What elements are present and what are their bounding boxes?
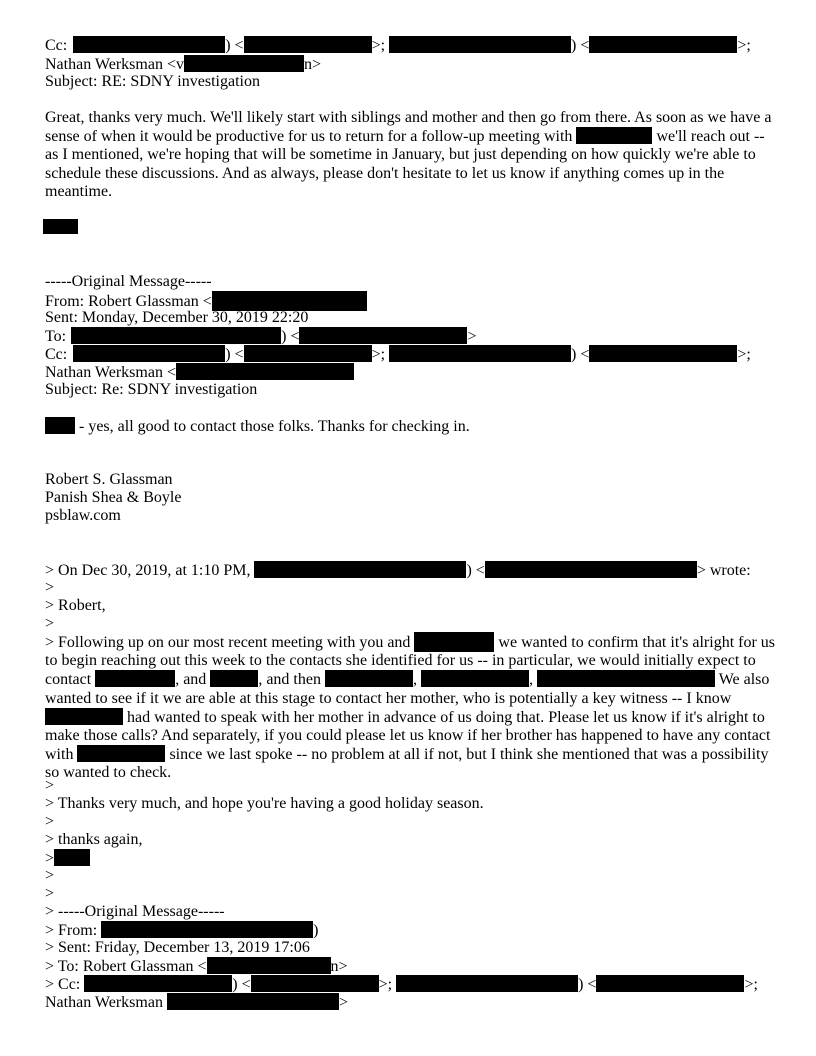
- redaction: [596, 975, 744, 992]
- reply-line: - yes, all good to contact those folks. Thanks for checking in.: [45, 417, 470, 436]
- redaction: [101, 921, 313, 938]
- quote-marker: >: [45, 885, 55, 902]
- subject-line-top: Subject: RE: SDNY investigation: [45, 73, 260, 90]
- redaction: [176, 363, 354, 380]
- cc-line: Cc: ) < >; ) < >;: [45, 346, 751, 363]
- to-line: To: ) < >: [45, 328, 477, 345]
- redaction: [84, 975, 232, 992]
- original-message-divider: -----Original Message-----: [45, 273, 212, 290]
- redaction: [167, 993, 339, 1010]
- redaction: [54, 849, 90, 866]
- subject-line: Subject: Re: SDNY investigation: [45, 381, 258, 398]
- quoted-thanks: > Thanks very much, and hope you're having a good holiday season.: [45, 795, 484, 812]
- redaction: [73, 345, 225, 362]
- cc-line-top: Cc: ) < >; ) < >;: [45, 37, 751, 54]
- redaction: [325, 670, 413, 687]
- sent-line: Sent: Monday, December 30, 2019 22:20: [45, 309, 309, 326]
- quote-marker: >: [45, 615, 55, 632]
- redaction: [414, 632, 494, 652]
- quote-marker: >: [45, 813, 55, 830]
- signature-site: psblaw.com: [45, 507, 121, 524]
- quoted-thanks-again: > thanks again,: [45, 831, 143, 848]
- redaction: [389, 36, 571, 53]
- redaction: [576, 127, 652, 144]
- quote-marker: >: [45, 867, 55, 884]
- signature-firm: Panish Shea & Boyle: [45, 489, 182, 506]
- to-line-2: > To: Robert Glassman < n>: [45, 958, 348, 975]
- quoted-paragraph: > Following up on our most recent meeting with you and we wanted to confirm that it's alright for us to begin reaching out this week to the contacts she identified for us -- in particular, we would initially expect to contact , and , and then , , We also wanted to see if it we are able at this stage to contact her mother, who is potentially a key witness -- I know had wanted to speak with her mother in advance of us doing that. Please let us know if it's alright to make those calls? And separately, if you could please let us know if her brother has happened to have any contact with since we last spoke -- no problem at all if not, but I think she mentioned that was a possibility so wanted to check.: [45, 634, 776, 782]
- quote-marker: >: [45, 579, 55, 596]
- quoted-greeting: > Robert,: [45, 597, 106, 614]
- from-line: From: Robert Glassman <: [45, 291, 367, 311]
- redaction: [537, 670, 715, 687]
- redaction: [589, 345, 737, 362]
- redaction: [244, 36, 372, 53]
- redaction: [589, 36, 737, 53]
- redaction: [45, 417, 75, 434]
- quoted-wrote-line: > On Dec 30, 2019, at 1:10 PM, ) < > wrote:: [45, 562, 751, 579]
- redaction: [207, 957, 331, 974]
- redaction: [299, 327, 467, 344]
- redaction: [73, 36, 225, 53]
- cc-line-2: > Cc: ) < >; ) < >;: [45, 976, 758, 993]
- redaction: [396, 975, 578, 992]
- from-line-2: > From: ): [45, 922, 319, 939]
- redaction: [210, 670, 258, 687]
- redaction: [95, 670, 175, 687]
- quote-marker: >: [45, 777, 55, 794]
- redaction: [389, 345, 571, 362]
- quoted-signoff: >: [45, 849, 90, 868]
- nathan-line-top: Nathan Werksman <v n>: [45, 56, 321, 73]
- redaction: [43, 219, 78, 234]
- redaction: [244, 345, 372, 362]
- sent-line-2: > Sent: Friday, December 13, 2019 17:06: [45, 939, 310, 956]
- redaction: [421, 670, 529, 687]
- redaction: [254, 561, 466, 578]
- body-paragraph: Great, thanks very much. We'll likely start with siblings and mother and then go from there. As soon as we have a sense of when it would be productive for us to return for a follow-up meeting with we'll reach out -- as I mentioned, we're hoping that will be sometime in January, but just depending on how quickly we're able to schedule these discussions. And as always, please don't hesitate to let us know if anything comes up in the meantime.: [45, 109, 772, 200]
- redaction: [212, 291, 367, 311]
- redaction: [251, 975, 379, 992]
- nathan-line: Nathan Werksman <: [45, 363, 354, 382]
- redaction: [184, 55, 304, 72]
- redaction: [77, 745, 165, 762]
- original-message-divider-2: > -----Original Message-----: [45, 903, 225, 920]
- nathan-line-2: Nathan Werksman >: [45, 994, 348, 1011]
- redaction: [45, 708, 123, 725]
- signature-name: Robert S. Glassman: [45, 471, 173, 488]
- redaction: [485, 561, 697, 578]
- redaction: [71, 327, 281, 344]
